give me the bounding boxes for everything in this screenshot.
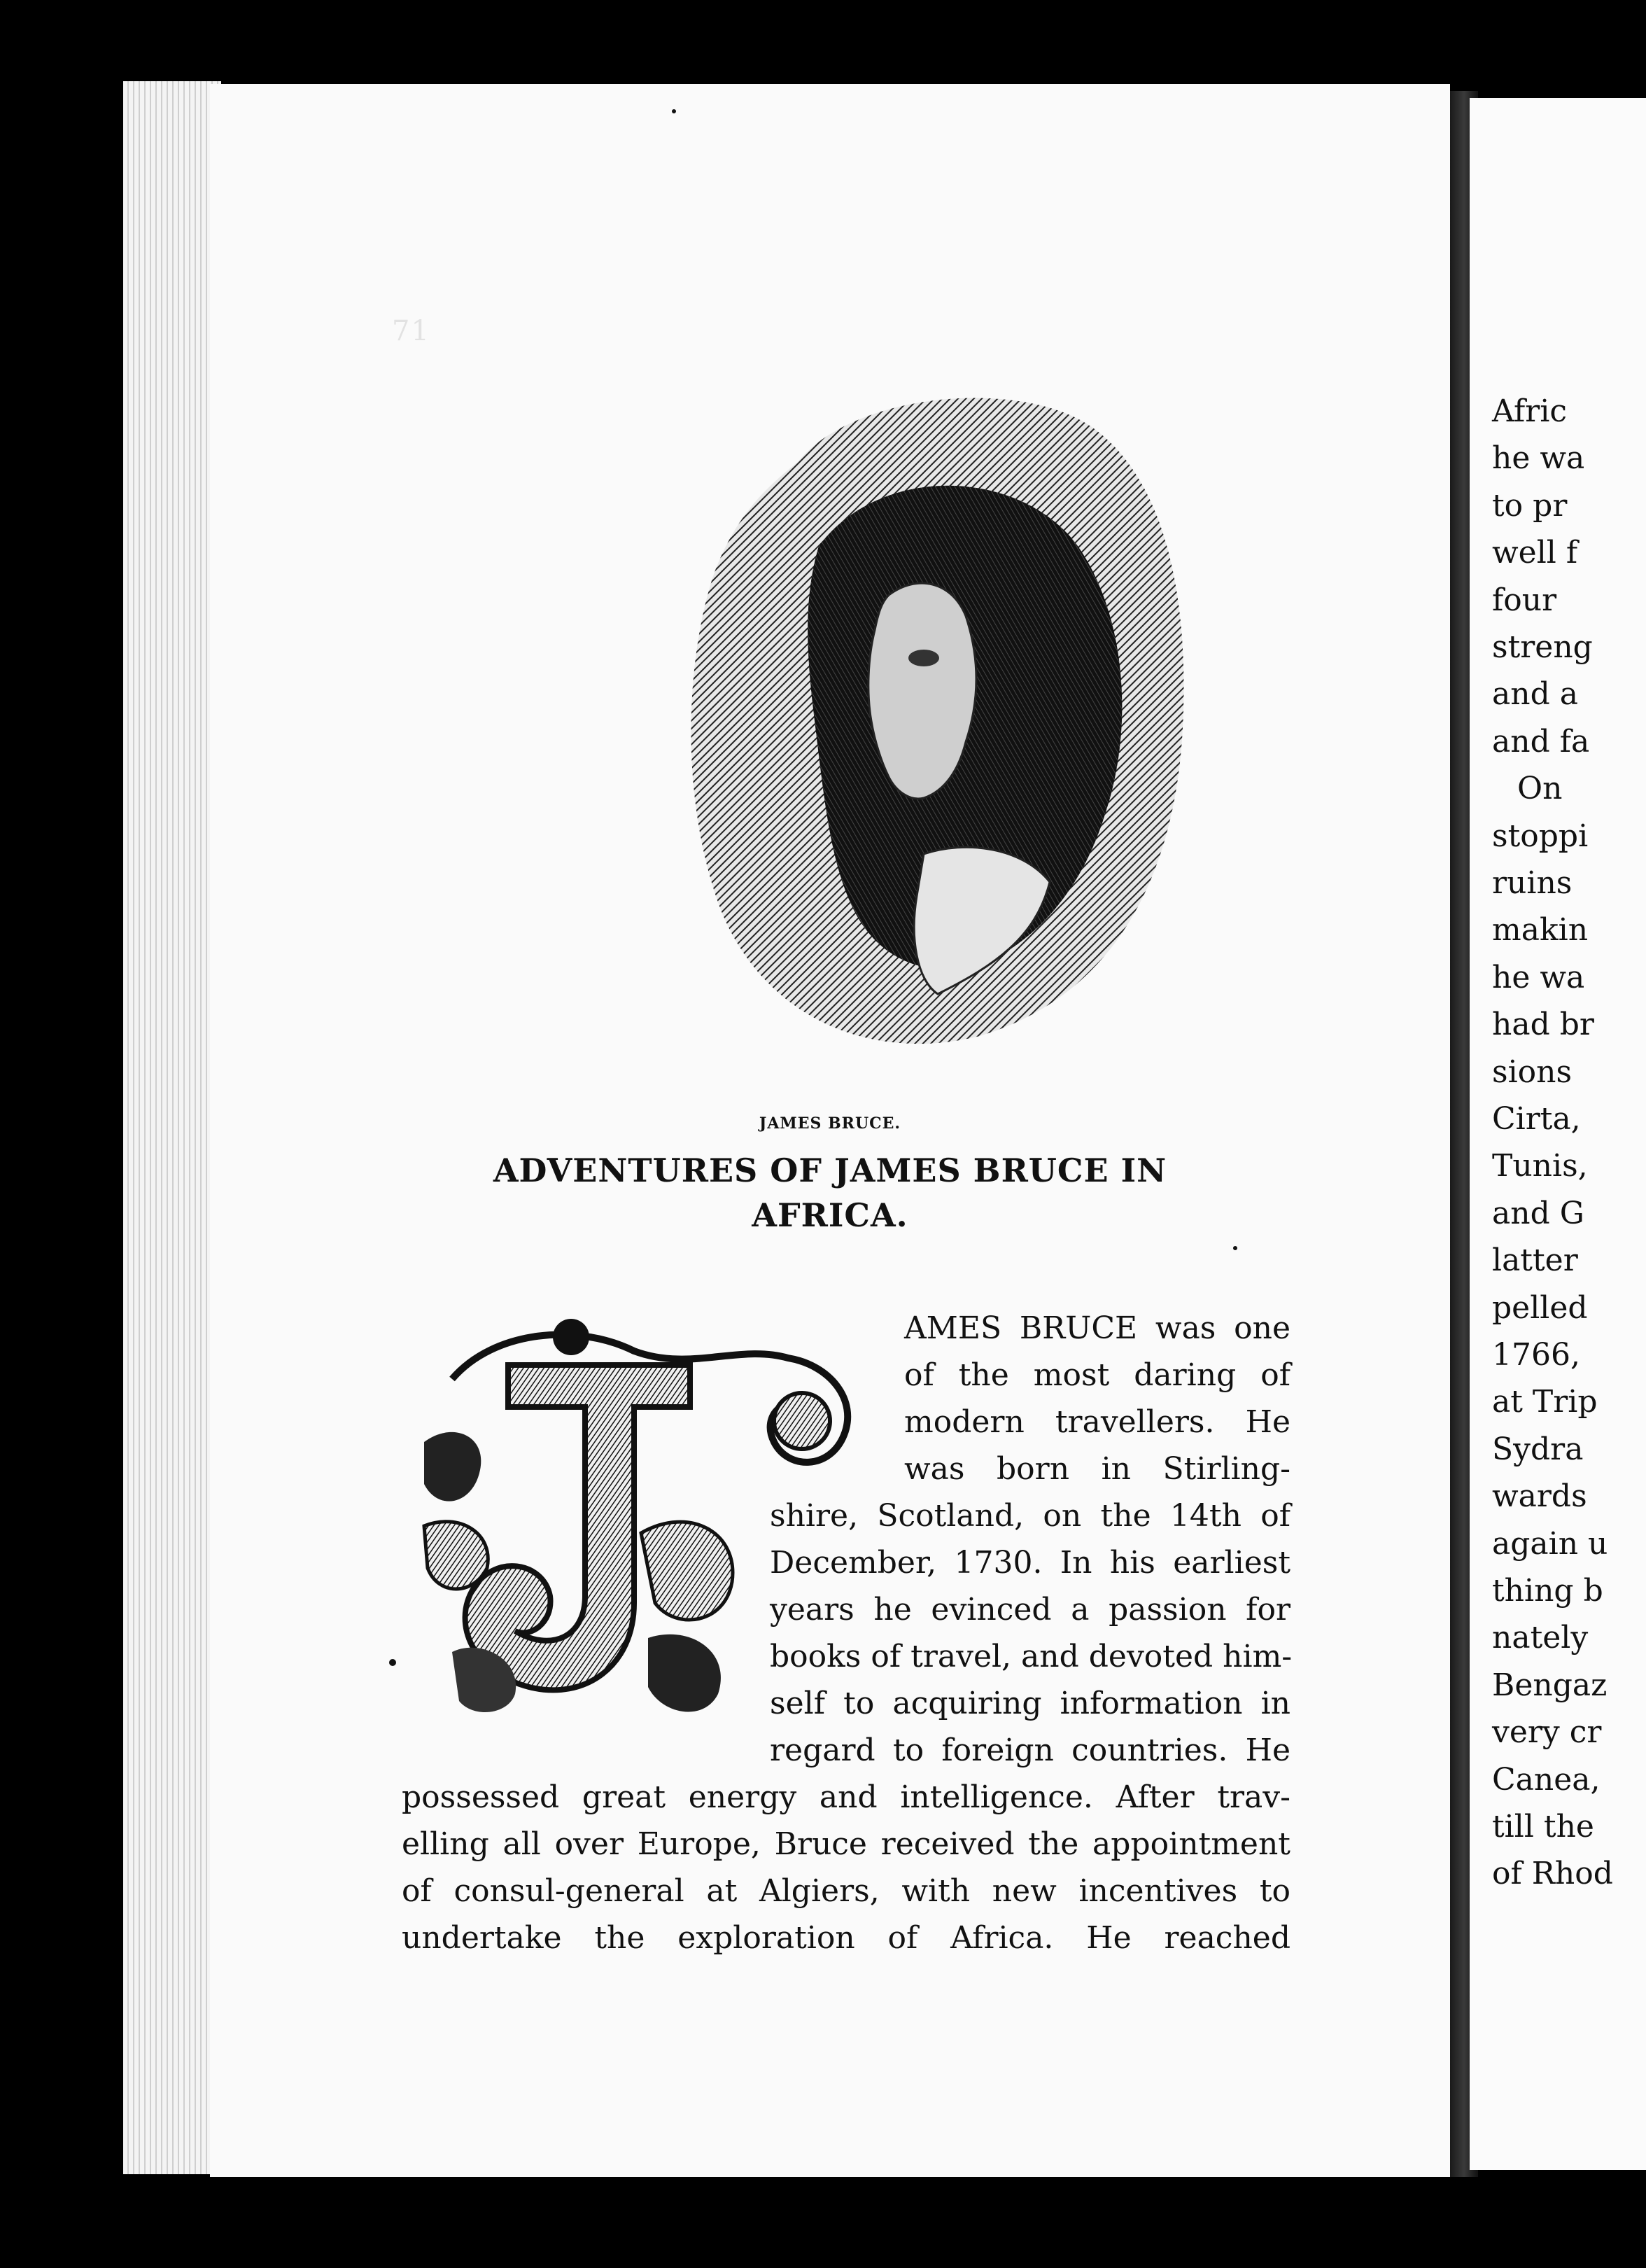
ink-speck bbox=[672, 109, 676, 113]
body-line-10: regard to foreign countries. He bbox=[770, 1732, 1290, 1768]
right-page-line: stoppi bbox=[1492, 818, 1589, 854]
body-line-9: self to acquiring information in bbox=[770, 1686, 1290, 1721]
right-page-line: and fa bbox=[1492, 723, 1590, 760]
right-page-line: thing b bbox=[1492, 1573, 1603, 1609]
right-page-line: till the bbox=[1492, 1809, 1594, 1844]
right-page-line: he wa bbox=[1492, 440, 1585, 477]
chapter-title-line-2: AFRICA. bbox=[752, 1196, 908, 1234]
left-page bbox=[210, 84, 1450, 2177]
body-line-13: of consul-general at Algiers, with new incentives to bbox=[402, 1873, 1290, 1909]
james-bruce-portrait bbox=[588, 364, 1288, 1078]
right-page-line: wards bbox=[1492, 1478, 1587, 1515]
body-line-3: modern travellers. He bbox=[904, 1404, 1290, 1440]
right-page-line: On bbox=[1517, 771, 1563, 807]
ink-speck bbox=[1233, 1246, 1237, 1250]
right-page-line: and a bbox=[1492, 676, 1578, 713]
body-line-12: elling all over Europe, Bruce received the appointment bbox=[402, 1826, 1290, 1862]
right-page-line: latter bbox=[1492, 1242, 1578, 1279]
body-line-5: shire, Scotland, on the 14th of bbox=[770, 1498, 1290, 1534]
ink-speck bbox=[389, 1659, 396, 1666]
right-page-line: Sydra bbox=[1492, 1431, 1584, 1467]
right-page-line: Canea, bbox=[1492, 1761, 1601, 1798]
right-page-line: Tunis, bbox=[1492, 1148, 1588, 1184]
right-page-line: Cirta, bbox=[1492, 1101, 1581, 1137]
right-page-line: streng bbox=[1492, 629, 1593, 665]
chapter-title bbox=[210, 1148, 1450, 1238]
right-page-line: he wa bbox=[1492, 959, 1585, 995]
right-page-line: ruins bbox=[1492, 865, 1573, 901]
right-page-line: nately bbox=[1492, 1620, 1589, 1656]
right-page-line: and G bbox=[1492, 1195, 1584, 1231]
right-page-line: four bbox=[1492, 582, 1557, 618]
right-page-line: Afric bbox=[1492, 393, 1568, 429]
body-line-4: was born in Stirling- bbox=[904, 1451, 1290, 1487]
body-line-1: AMES BRUCE was one bbox=[904, 1310, 1290, 1346]
right-page-line: of Rhod bbox=[1492, 1856, 1613, 1892]
bleed-through-text: 71 bbox=[392, 315, 935, 347]
right-page-line: makin bbox=[1492, 912, 1589, 948]
body-line-7: years he evinced a passion for bbox=[770, 1592, 1290, 1628]
right-page-line: again u bbox=[1492, 1525, 1608, 1562]
body-line-2: of the most daring of bbox=[904, 1357, 1290, 1393]
right-page-line: 1766, bbox=[1492, 1337, 1580, 1373]
chapter-title-line-1: ADVENTURES OF JAMES BRUCE IN bbox=[493, 1152, 1167, 1189]
right-page-line: very cr bbox=[1492, 1714, 1602, 1751]
body-line-8: books of travel, and devoted him- bbox=[770, 1639, 1293, 1674]
page-edges bbox=[123, 81, 221, 2174]
body-line-6: December, 1730. In his earliest bbox=[770, 1545, 1290, 1581]
right-page-line: had br bbox=[1492, 1007, 1594, 1043]
right-page-line: well f bbox=[1492, 535, 1578, 571]
right-page-line: to pr bbox=[1492, 487, 1568, 524]
portrait-caption: JAMES BRUCE. bbox=[759, 1114, 901, 1133]
right-page-line: sions bbox=[1492, 1054, 1573, 1090]
right-page-line: Bengaz bbox=[1492, 1667, 1608, 1703]
right-page-line: at Trip bbox=[1492, 1384, 1598, 1420]
body-line-11: possessed great energy and intelligence. After trav- bbox=[402, 1779, 1290, 1815]
body-line-14: undertake the exploration of Africa. He reached bbox=[402, 1920, 1290, 1956]
right-page-line: pelled bbox=[1492, 1289, 1588, 1326]
